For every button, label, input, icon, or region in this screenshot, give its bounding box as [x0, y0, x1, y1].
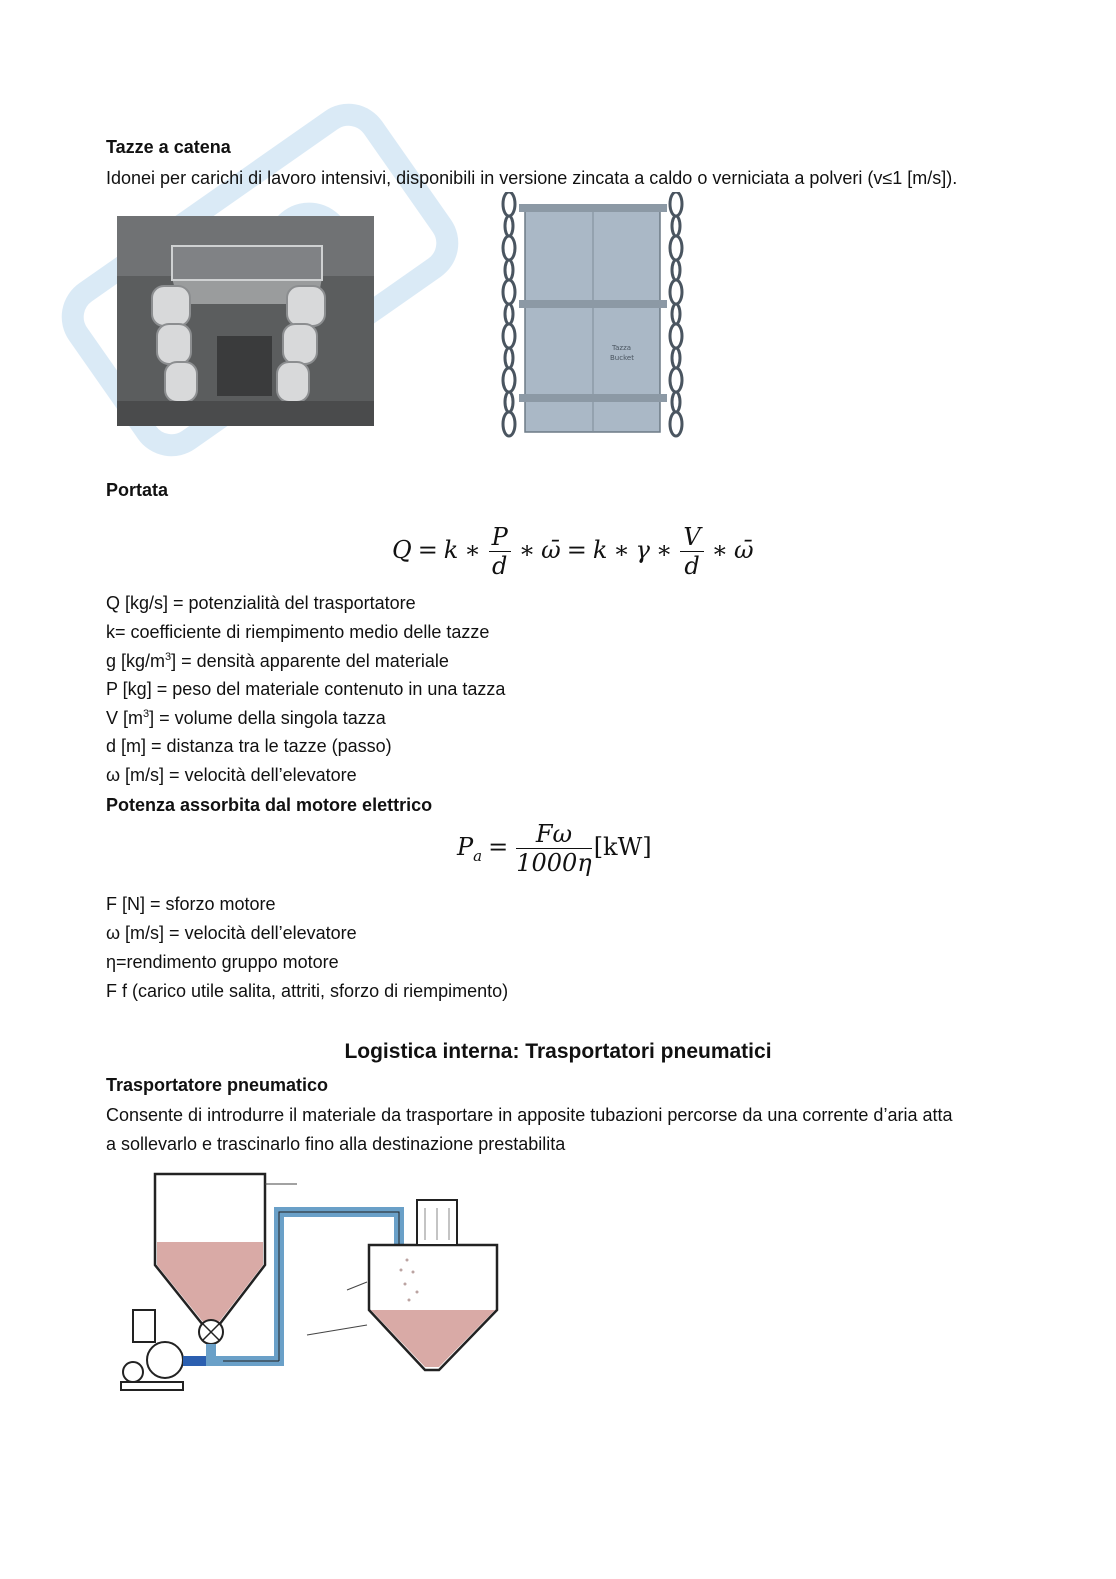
bucket-label-en: Bucket — [610, 354, 634, 362]
chain-bucket-photo — [117, 216, 374, 426]
def-q: Q [kg/s] = potenzialità del trasportatore — [106, 593, 416, 613]
def-eta: η=rendimento gruppo motore — [106, 952, 339, 972]
bucket-label: Tazza — [612, 344, 632, 352]
chain-bucket-diagram — [495, 192, 690, 447]
def-ff: F f (carico utile salita, attriti, sforzo di riempimento) — [106, 981, 509, 1001]
def-omega: ω [m/s] = velocità dell’elevatore — [106, 765, 357, 785]
heading-tazze-a-catena: Tazze a catena — [106, 137, 231, 157]
def-f: F [N] = sforzo motore — [106, 894, 276, 914]
formula-potenza: $P_a$ = $\frac{F\omega}{1000\eta}$ [kW] — [457, 820, 652, 877]
heading-potenza: Potenza assorbita dal motore elettrico — [106, 795, 433, 815]
def-v: V $[m^3]$ = volume della singola tazza — [106, 708, 386, 728]
def-p: P [kg] = peso del materiale contenuto in una tazza — [106, 679, 506, 699]
formula-q: Q — [392, 536, 412, 564]
description-pneumatico-line2: a sollevarlo e trascinarlo fino alla destinazione prestabilita — [106, 1134, 566, 1154]
def-g: g $[kg/m^3]$ = densità apparente del materiale — [106, 651, 449, 671]
description-tazze: Idonei per carichi di lavoro intensivi, disponibili in versione zincata a caldo o verniciata a polveri (v≤1 [m/s]). — [106, 168, 958, 188]
def-omega-2: ω [m/s] = velocità dell’elevatore — [106, 923, 357, 943]
section-title-pneumatici: Logistica interna: Trasportatori pneumatici — [344, 1040, 772, 1063]
heading-trasportatore-pneumatico: Trasportatore pneumatico — [106, 1075, 329, 1095]
formula-portata: Q = k ∗ $\frac{P}{d}$ ∗ ω̄ = k ∗ γ ∗ $\frac{V}{d}$ ∗ ω̄ — [392, 523, 754, 580]
heading-portata: Portata — [106, 480, 169, 500]
description-pneumatico-line1: Consente di introdurre il materiale da trasportare in apposite tubazioni percorse da una corrente d’aria atta — [106, 1105, 953, 1125]
pneumatic-conveyor-diagram — [107, 1160, 500, 1410]
def-k: k= coefficiente di riempimento medio delle tazze — [106, 622, 490, 642]
def-d: d [m] = distanza tra le tazze (passo) — [106, 736, 392, 756]
